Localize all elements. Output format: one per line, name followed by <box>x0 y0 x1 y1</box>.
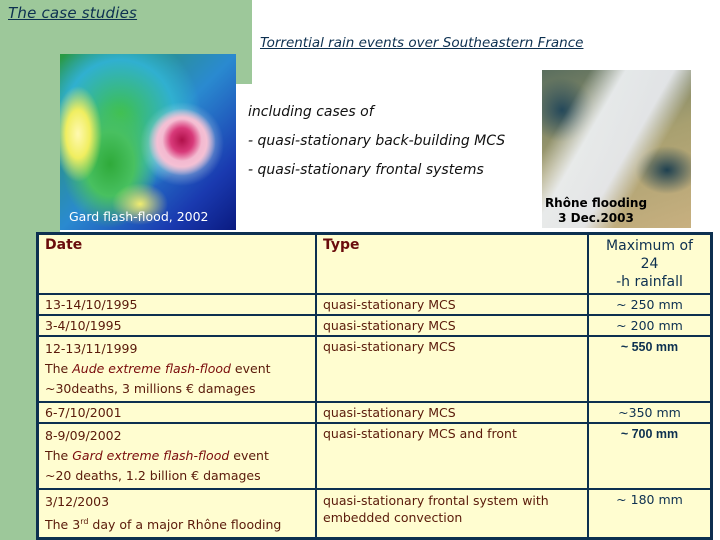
table-row <box>38 336 712 402</box>
cell-date <box>38 489 317 539</box>
event-note: The Aude extreme flash-flood event <box>45 361 271 376</box>
gard-image-caption: Gard flash-flood, 2002 <box>69 209 209 224</box>
table-header-row <box>38 234 712 295</box>
date-text: 3/12/2003 <box>45 494 110 509</box>
cell-type: quasi-stationary MCS <box>316 315 588 336</box>
table-row <box>38 294 712 315</box>
cell-type: quasi-stationary MCS <box>316 402 588 423</box>
rhone-caption-line1: Rhône flooding <box>544 196 648 210</box>
intro-bullet: - quasi-stationary frontal systems <box>248 162 484 178</box>
case-studies-table <box>36 232 713 540</box>
header-type: Type <box>316 234 588 295</box>
date-text: 12-13/11/1999 <box>45 341 138 356</box>
cell-max: ~ 200 mm <box>588 315 712 336</box>
intro-lead: including cases of <box>248 104 374 120</box>
gard-radar-image <box>60 54 236 230</box>
event-name: Aude extreme flash-flood <box>72 361 231 376</box>
cell-max: ~ 550 mm <box>588 336 712 402</box>
date-text: 8-9/09/2002 <box>45 428 122 443</box>
cell-max: ~ 250 mm <box>588 294 712 315</box>
table-row <box>38 315 712 336</box>
cell-date <box>38 423 317 489</box>
header-date: Date <box>38 234 317 295</box>
event-impact: ~30deaths, 3 millions € damages <box>45 381 256 396</box>
slide-subtitle: Torrential rain events over Southeastern France <box>260 35 584 51</box>
intro-text <box>248 98 505 185</box>
cell-date: 13-14/10/1995 <box>38 294 317 315</box>
cell-max: ~ 700 mm <box>588 423 712 489</box>
cell-date <box>38 336 317 402</box>
rhone-satellite-image <box>542 70 691 228</box>
rhone-image-caption <box>542 196 650 226</box>
cell-date: 3-4/10/1995 <box>38 315 317 336</box>
type-line2: embedded convection <box>323 510 463 525</box>
header-max-rainfall <box>588 234 712 295</box>
type-line1: quasi-stationary frontal system with <box>323 493 549 508</box>
cell-type: quasi-stationary MCS <box>316 294 588 315</box>
header-max-line1: Maximum of 24 <box>606 238 693 272</box>
cell-type <box>316 489 588 539</box>
event-note: The Gard extreme flash-flood event <box>45 448 269 463</box>
cell-max: ~350 mm <box>588 402 712 423</box>
event-note: The 3rd day of a major Rhône flooding <box>45 517 282 533</box>
intro-bullet: - quasi-stationary back-building MCS <box>248 133 506 149</box>
event-impact: ~20 deaths, 1.2 billion € damages <box>45 468 261 483</box>
slide-title: The case studies <box>8 4 138 22</box>
cell-max: ~ 180 mm <box>588 489 712 539</box>
table-row <box>38 489 712 539</box>
table-row <box>38 402 712 423</box>
table-row <box>38 423 712 489</box>
cell-type: quasi-stationary MCS and front <box>316 423 588 489</box>
event-name: Gard extreme flash-flood <box>72 448 230 463</box>
rhone-caption-line2: 3 Dec.2003 <box>558 211 634 225</box>
header-max-line2: -h rainfall <box>616 274 683 290</box>
cell-date: 6-7/10/2001 <box>38 402 317 423</box>
cell-type: quasi-stationary MCS <box>316 336 588 402</box>
